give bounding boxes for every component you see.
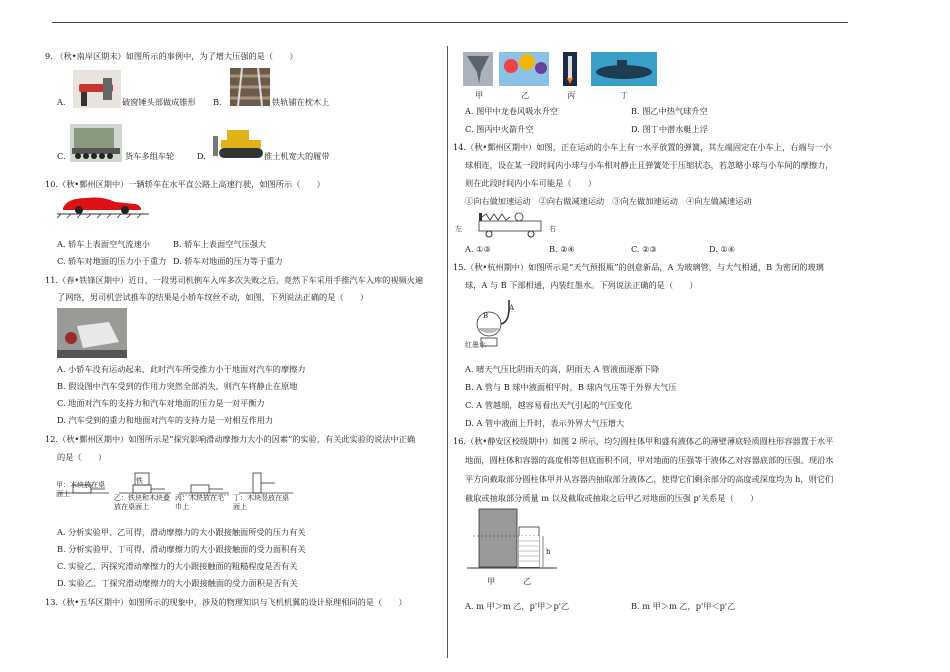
q9-stem: 9. （秋•南岸区期末）如图所示的事例中，为了增大压强的是（ ）: [45, 51, 298, 61]
hot-air-balloon-image: [499, 52, 549, 86]
q12-fig-label-yi: 乙：铁块和木块叠放在桌面上: [114, 494, 170, 511]
q16-stem-line4: 截取或抽取部分质量 m 以及截取或抽取之后甲乙对地面的压强 p'关系是（ ）: [465, 493, 759, 503]
q9-option-a-text: 破窗锤头部做成锥形: [122, 97, 196, 107]
q13-fig-label-ding: 丁: [620, 90, 629, 100]
q9-option-d-text: 推土机宽大的履带: [264, 151, 330, 161]
q9-option-d-label: D.: [197, 151, 206, 161]
q15-label-a: A: [509, 304, 515, 312]
q9-option-b-label: B.: [213, 97, 222, 107]
q12-option-a: A. 分析实验甲、乙可得，滑动摩擦力的大小跟接触面所受的压力有关: [57, 527, 306, 537]
q10-option-a: A. 轿车上表面空气流速小: [57, 239, 150, 249]
submarine-image: [591, 52, 657, 86]
q10-option-b: B. 轿车上表面空气压强大: [173, 239, 267, 249]
q13-fig-label-jia: 甲: [475, 90, 484, 100]
q12-fig-label-bing: 丙：木块放在毛巾上: [175, 494, 224, 511]
q15-stem-line1: 15.（秋•杭州期中）如图所示是“天气预报瓶”的创意新品，A 为玻璃管，与大气相通，B 为密闭的玻璃: [453, 262, 824, 272]
q13-fig-label-yi: 乙: [521, 90, 530, 100]
rocket-image: [563, 52, 577, 86]
q13-stem: 13.（秋•五华区期中）如图所示的现象中，涉及的物理知识与飞机机翼的设计原理相同的是（ ）: [45, 597, 407, 607]
q10-stem: 10.（秋•鄞州区期中）一辆轿车在水平直公路上高速行驶，如图所示（ ）: [45, 179, 325, 189]
man-pushing-car-photo: [57, 308, 127, 358]
q16-stem-line2: 地面，圆柱体和容器的高度相等但底面积不同，甲对地面的压强等于液体乙对容器底部的压强。现沿水: [465, 455, 834, 465]
q16-label-jia: 甲: [487, 576, 496, 586]
q9-option-c-text: 货车多组车轮: [125, 151, 175, 161]
q14-option-a: A. ①③: [465, 244, 491, 254]
q14-right-label: 右: [549, 225, 556, 233]
q11-option-a: A. 小轿车没有运动起来，此时汽车所受推力小于地面对汽车的摩擦力: [57, 364, 306, 374]
q12-stem-line1: 12.（秋•鄞州区期中）如图所示是“探究影响滑动摩擦力大小的因素”的实验，有关此实验的说法中正确: [45, 434, 416, 444]
truck-wheels-image: [70, 124, 122, 162]
cart-spring-ball-figure: [467, 211, 557, 239]
q16-label-h: h: [546, 548, 551, 556]
q14-left-label: 左: [455, 225, 462, 233]
q12-option-c: C. 实验乙、丙探究滑动摩擦力的大小跟接触面的粗糙程度是否有关: [57, 561, 298, 571]
q14-stem-line1: 14.（秋•鄞州区期中）如图，正在运动的小车上有一水平放置的弹簧，其左端固定在小车上，右端与一小: [453, 142, 832, 152]
q14-option-d: D. ①④: [709, 244, 736, 254]
q12-stem-line2: 的是（ ）: [57, 452, 107, 462]
q10-option-d: D. 轿车对地面的压力等于重力: [173, 256, 283, 266]
q16-label-yi: 乙: [523, 576, 532, 586]
q14-conditions: ①向右做加速运动 ②向右做减速运动 ③向左做加速运动 ④向左做减速运动: [465, 196, 752, 206]
q15-option-d: D. A 管中液面上升时，表示外界大气压增大: [465, 418, 625, 428]
bulldozer-image: [213, 124, 269, 162]
q13-option-a: A. 图甲中龙卷风吸水升空: [465, 106, 558, 116]
q15-option-c: C. A 管越细，越容易看出天气引起的气压变化: [465, 400, 633, 410]
q15-stem-line2: 球，A 与 B 下部相通，内装红墨水。下列说法正确的是（ ）: [465, 280, 698, 290]
q15-option-b: B. A 管与 B 球中液面相平时，B 球内气压等于外界大气压: [465, 382, 677, 392]
q11-option-b: B. 假设图中汽车受到的作用力突然全部消失，则汽车将静止在原地: [57, 381, 298, 391]
q16-option-a: A. m 甲＞m 乙，p'甲＞p'乙: [465, 601, 570, 611]
q9-option-a-label: A.: [57, 97, 66, 107]
q11-stem-line2: 了网络，男司机尝试推车的结果是小轿车纹丝不动，如图，下列说法正确的是（ ）: [57, 292, 369, 302]
q15-option-a: A. 晴天气压比阴雨天的高，阴雨天 A 管液面逐渐下降: [465, 364, 660, 374]
emergency-hammer-image: [73, 70, 121, 108]
q15-label-b: B: [483, 312, 489, 320]
railway-track-image: [230, 68, 270, 106]
q9-option-b-text: 铁轨铺在枕木上: [272, 97, 330, 107]
tornado-image: [463, 52, 493, 86]
q12-option-d: D. 实验乙、丁探究滑动摩擦力的大小跟接触面的受力面积是否有关: [57, 578, 298, 588]
q12-option-b: B. 分析实验甲、丁可得，滑动摩擦力的大小跟接触面的受力面积有关: [57, 544, 306, 554]
q10-option-c: C. 轿车对地面的压力小于重力: [57, 256, 167, 266]
column-divider: [447, 46, 448, 658]
q9-option-c-label: C.: [57, 151, 66, 161]
q13-option-b: B. 图乙中热气球升空: [631, 106, 708, 116]
header-rule: [52, 22, 848, 23]
q15-label-ink: 红墨水: [465, 341, 486, 349]
q11-option-c: C. 地面对汽车的支持力和汽车对地面的压力是一对平衡力: [57, 398, 265, 408]
q14-option-c: C. ②③: [631, 244, 657, 254]
cylinder-container-figure: [467, 505, 557, 573]
q11-stem-line1: 11.（春•铁锋区期中）近日，一段男司机倒车入库多次失败之后，竟然下车采用手推汽车入库的视频火遍: [45, 275, 424, 285]
q14-option-b: B. ②④: [549, 244, 575, 254]
q16-stem-line3: 平方向截取部分圆柱体甲并从容器内抽取部分液体乙，使得它们剩余部分的高度或深度均为 h，则它们: [465, 474, 834, 484]
q12-fig-label-tie: 铁: [136, 477, 143, 485]
q13-option-c: C. 图丙中火箭升空: [465, 124, 534, 134]
q11-option-d: D. 汽车受到的重力和地面对汽车的支持力是一对相互作用力: [57, 415, 274, 425]
car-on-road-figure: [57, 192, 149, 218]
q16-option-b: B. m 甲＞m 乙，p'甲＜p'乙: [631, 601, 736, 611]
q14-stem-line2: 球相连，设在某一段时间内小球与小车相对静止且弹簧处于压缩状态，若忽略小球与小车间的摩擦力，: [465, 160, 834, 170]
q12-fig-label-jia: 甲：木块放在桌面上: [56, 481, 105, 498]
q14-stem-line3: 则在此段时间内小车可能是（ ）: [465, 178, 597, 188]
q13-fig-label-bing: 丙: [567, 90, 576, 100]
q16-stem-line1: 16.（秋•静安区校级期中）如图 2 所示，均匀圆柱体甲和盛有液体乙的薄壁薄底轻质圆柱形容器置于水平: [453, 436, 834, 446]
q13-option-d: D. 图丁中潜水艇上浮: [631, 124, 708, 134]
q12-fig-label-ding: 丁：木块竖放在桌面上: [233, 494, 289, 511]
